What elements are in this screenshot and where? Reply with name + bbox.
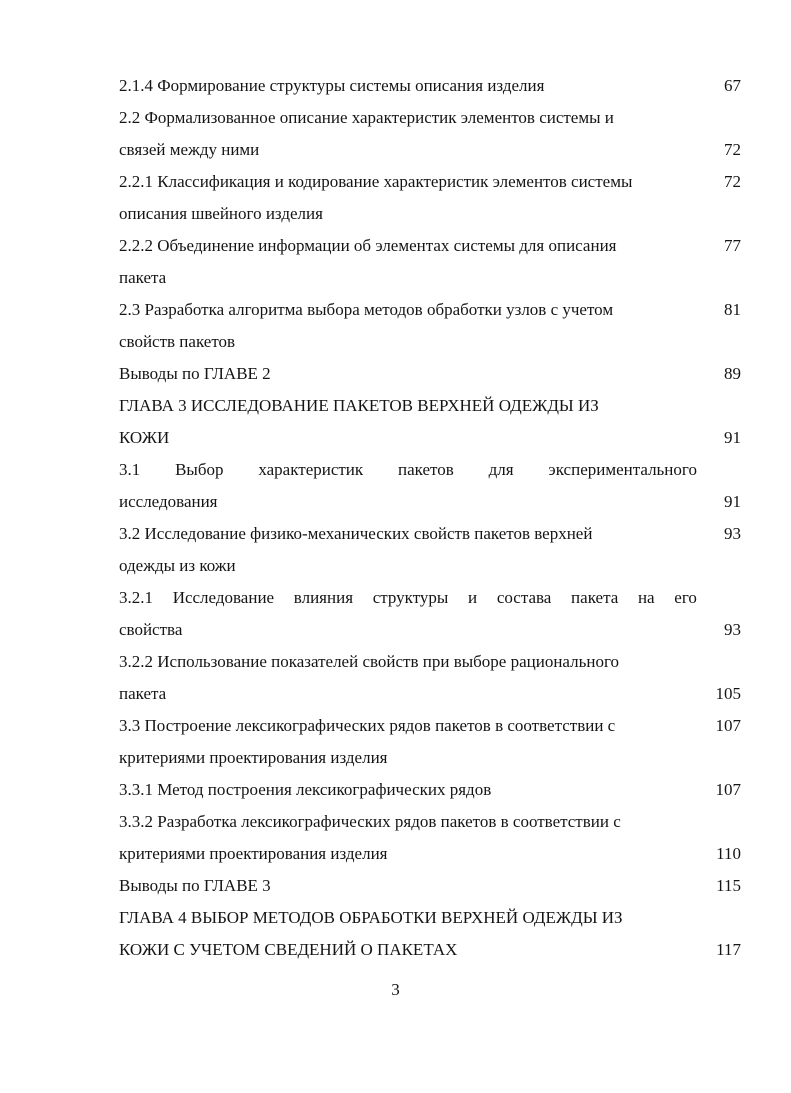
toc-entry-text: 3.2.2 Использование показателей свойств при выборе рационального [119,652,620,671]
toc-entry-line [119,806,749,838]
toc-entry-line [119,870,749,902]
toc-entry-line [119,230,749,262]
toc-entry-line [119,550,749,582]
toc-entry [119,902,749,966]
toc-entry-line [119,422,749,454]
toc-entry-line [119,774,749,806]
toc-entry-line [119,294,749,326]
toc-entry-page: 91 [724,492,741,511]
toc-entry-line [119,198,749,230]
toc-entry-text: одежды из кожи [119,556,236,575]
toc-entry-line [119,358,749,390]
toc-entry-text: 2.2.2 Объединение информации об элементах системы для описания [119,236,617,255]
toc-entry-line [119,614,749,646]
toc-entry-text: критериями проектирования изделия [119,748,388,767]
toc-entry-line [119,70,749,102]
toc-entry-line [119,390,749,422]
toc-entry-page: 105 [715,684,741,703]
toc-entry-page: 67 [724,76,741,95]
toc-entry-text: свойства [119,620,183,639]
toc-entry [119,454,749,518]
toc-entry-page: 93 [724,524,741,543]
toc-entry-line [119,902,749,934]
toc-entry-text: 2.2 Формализованное описание характеристик элементов системы и [119,108,614,127]
toc-entry-text: исследования [119,492,218,511]
toc-entry-line [119,678,749,710]
table-of-contents [119,70,749,966]
toc-entry-text: 3.3.2 Разработка лексикографических рядов пакетов в соответствии с [119,812,621,831]
toc-entry-text: 2.1.4 Формирование структуры системы описания изделия [119,76,545,95]
toc-entry-line [119,326,749,358]
toc-entry-text: КОЖИ С УЧЕТОМ СВЕДЕНИЙ О ПАКЕТАХ [119,940,458,959]
toc-entry-text: критериями проектирования изделия [119,844,388,863]
toc-entry-text: пакета [119,268,167,287]
toc-entry [119,710,749,774]
toc-entry-text: Выводы по ГЛАВЕ 2 [119,364,271,383]
toc-entry [119,358,749,390]
toc-entry-page: 115 [716,876,741,895]
toc-entry-text: 3.3.1 Метод построения лексикографических рядов [119,780,492,799]
toc-entry-text: 2.2.1 Классификация и кодирование характеристик элементов системы [119,172,633,191]
toc-entry-line [119,134,749,166]
toc-entry-page: 110 [716,844,741,863]
toc-entry [119,870,749,902]
toc-entry [119,294,749,358]
toc-entry-line [119,582,749,614]
toc-entry-text: ГЛАВА 3 ИССЛЕДОВАНИЕ ПАКЕТОВ ВЕРХНЕЙ ОДЕЖДЫ ИЗ [119,396,599,415]
toc-entry [119,166,749,230]
toc-entry-page: 93 [724,620,741,639]
toc-entry-line [119,646,749,678]
toc-entry-page: 89 [724,364,741,383]
page-number: 3 [391,980,400,999]
toc-entry-text: свойств пакетов [119,332,236,351]
toc-entry [119,774,749,806]
toc-entry [119,102,749,166]
toc-entry-text: 3.3 Построение лексикографических рядов пакетов в соответствии с [119,716,616,735]
toc-entry [119,582,749,646]
toc-entry-text: 3.1 Выбор характеристик пакетов для экспериментального [119,460,697,479]
toc-entry-page: 107 [715,716,741,735]
toc-entry [119,806,749,870]
toc-entry-text: 3.2.1 Исследование влияния структуры и состава пакета на его [119,588,697,607]
toc-entry-page: 72 [724,140,741,159]
toc-entry-text: 3.2 Исследование физико-механических свойств пакетов верхней [119,524,593,543]
toc-entry-line [119,102,749,134]
toc-entry [119,70,749,102]
toc-entry-page: 107 [715,780,741,799]
toc-entry-line [119,486,749,518]
toc-entry-line [119,454,749,486]
toc-entry [119,230,749,294]
toc-entry-text: ГЛАВА 4 ВЫБОР МЕТОДОВ ОБРАБОТКИ ВЕРХНЕЙ ОДЕЖДЫ ИЗ [119,908,623,927]
toc-entry-text: описания швейного изделия [119,204,323,223]
toc-entry-text: КОЖИ [119,428,170,447]
toc-entry-text: связей между ними [119,140,260,159]
toc-entry-page: 72 [724,172,741,191]
toc-entry-page: 91 [724,428,741,447]
toc-entry-text: 2.3 Разработка алгоритма выбора методов обработки узлов с учетом [119,300,614,319]
toc-entry [119,646,749,710]
toc-entry-line [119,166,749,198]
toc-entry [119,518,749,582]
toc-entry-line [119,838,749,870]
toc-entry-text: пакета [119,684,167,703]
toc-entry-text: Выводы по ГЛАВЕ 3 [119,876,271,895]
toc-entry-page: 81 [724,300,741,319]
toc-entry-page: 77 [724,236,741,255]
toc-entry [119,390,749,454]
toc-entry-line [119,742,749,774]
toc-entry-line [119,518,749,550]
toc-entry-line [119,934,749,966]
toc-entry-page: 117 [716,940,741,959]
toc-entry-line [119,710,749,742]
toc-entry-line [119,262,749,294]
